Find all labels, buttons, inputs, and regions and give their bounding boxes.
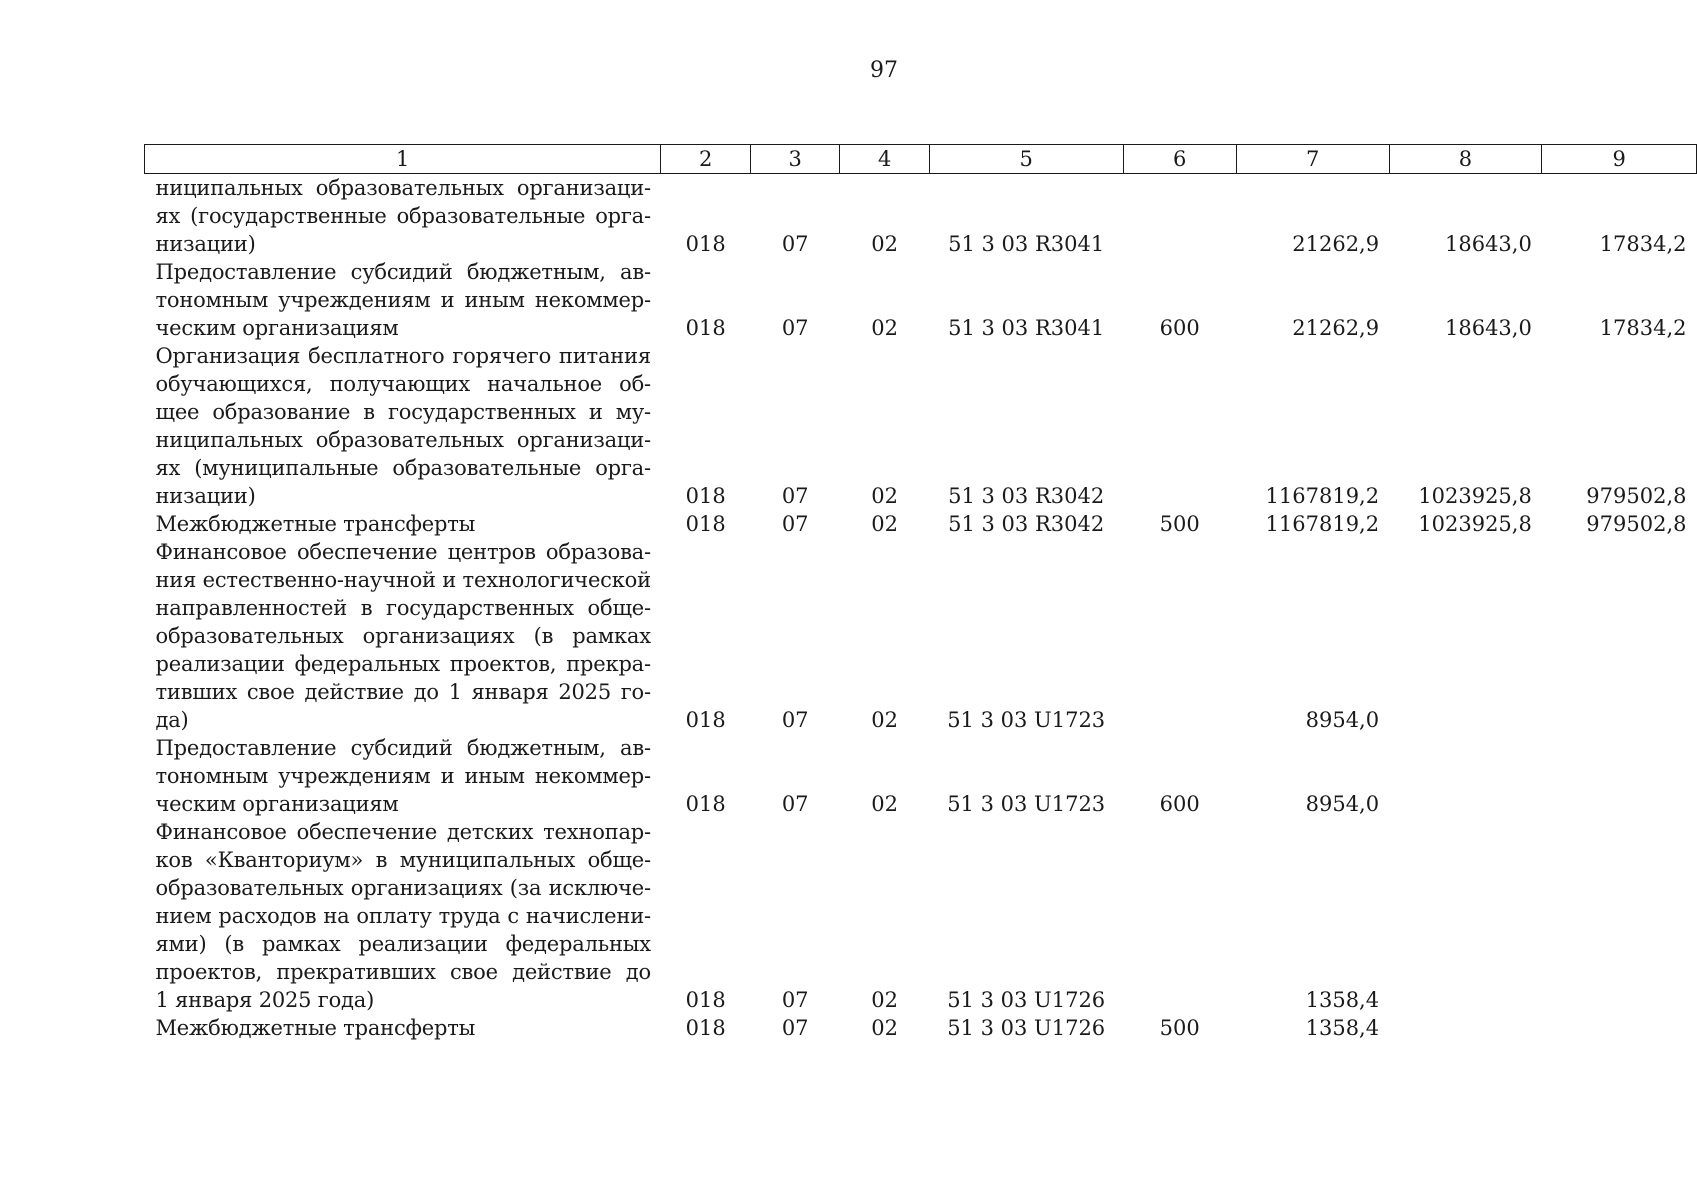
header-row <box>145 145 1697 174</box>
cell-amount-2026 <box>1389 538 1542 734</box>
description-line: ями) (в рамках реализации федеральных <box>155 932 651 956</box>
cell-target-article: 51 3 03 R3041 <box>948 232 1105 256</box>
description-line: ях (муниципальные образовательные орга- <box>155 456 651 480</box>
cell-section: 07 <box>781 512 809 536</box>
cell-amount-2027 <box>1542 734 1697 818</box>
cell-section: 07 <box>781 792 809 816</box>
description-line: тономным учреждениям и иным некоммер- <box>155 764 651 788</box>
header-col-1: 1 <box>145 145 661 174</box>
cell-amount-2026: 18643,0 <box>1444 232 1532 256</box>
cell-target-article: 51 3 03 U1726 <box>947 988 1106 1012</box>
header-col-8: 8 <box>1389 145 1542 174</box>
description-line: ческим организациям <box>155 792 399 816</box>
cell-ministry: 018 <box>685 232 726 256</box>
cell-subsection: 02 <box>871 988 898 1012</box>
cell-expense-type: 500 <box>1159 1016 1200 1040</box>
cell-subsection: 02 <box>871 512 898 536</box>
table-row <box>145 734 1697 818</box>
table-row <box>145 258 1697 342</box>
cell-expense-type: 600 <box>1159 792 1200 816</box>
cell-amount-2026: 18643,0 <box>1444 316 1532 340</box>
description-line: проектов, прекративших свое действие до <box>155 960 651 984</box>
cell-target-article: 51 3 03 U1726 <box>947 1016 1106 1040</box>
cell-description <box>145 734 661 818</box>
cell-target-article: 51 3 03 R3042 <box>948 484 1105 508</box>
cell-amount-2025: 8954,0 <box>1305 792 1380 816</box>
description-line: Предоставление субсидий бюджетным, ав- <box>155 260 651 284</box>
cell-description <box>145 538 661 734</box>
description-line: низации) <box>155 232 256 256</box>
cell-description <box>145 818 661 1014</box>
cell-description <box>145 174 661 259</box>
cell-section: 07 <box>781 484 809 508</box>
cell-expense-type: 600 <box>1159 316 1200 340</box>
cell-target-article: 51 3 03 U1723 <box>947 792 1106 816</box>
table-row <box>145 1014 1697 1042</box>
cell-ministry: 018 <box>685 316 726 340</box>
description-line: реализации федеральных проектов, прекра- <box>155 652 651 676</box>
cell-section: 07 <box>781 316 809 340</box>
cell-expense-type <box>1123 538 1236 734</box>
table-row <box>145 538 1697 734</box>
cell-section: 07 <box>781 988 809 1012</box>
description-line: низации) <box>155 484 256 508</box>
header-col-4: 4 <box>840 145 929 174</box>
description-line: Межбюджетные трансферты <box>155 512 476 536</box>
cell-target-article: 51 3 03 R3042 <box>948 512 1105 536</box>
cell-subsection: 02 <box>871 232 898 256</box>
cell-amount-2026 <box>1389 1014 1542 1042</box>
description-line: ческим организациям <box>155 316 399 340</box>
description-line: щее образование в государственных и му- <box>155 400 651 424</box>
cell-amount-2025: 21262,9 <box>1292 232 1380 256</box>
description-line: обучающихся, получающих начальное об- <box>155 372 651 396</box>
header-col-2: 2 <box>661 145 751 174</box>
header-col-7: 7 <box>1236 145 1389 174</box>
table-body <box>145 174 1697 1043</box>
cell-amount-2026: 1023925,8 <box>1418 512 1532 536</box>
description-line: тивших свое действие до 1 января 2025 го- <box>155 680 651 704</box>
cell-section: 07 <box>781 1016 809 1040</box>
description-line: нием расходов на оплату труда с начислени- <box>155 904 651 928</box>
description-line: тономным учреждениям и иным некоммер- <box>155 288 651 312</box>
cell-ministry: 018 <box>685 708 726 732</box>
cell-ministry: 018 <box>685 988 726 1012</box>
description-line: Организация бесплатного горячего питания <box>155 344 651 368</box>
cell-amount-2027: 17834,2 <box>1599 316 1687 340</box>
cell-section: 07 <box>781 708 809 732</box>
table-row <box>145 174 1697 259</box>
cell-expense-type: 500 <box>1159 512 1200 536</box>
header-col-5: 5 <box>929 145 1123 174</box>
cell-expense-type <box>1123 174 1236 259</box>
cell-amount-2025: 21262,9 <box>1292 316 1380 340</box>
cell-amount-2025: 8954,0 <box>1305 708 1380 732</box>
header-col-9: 9 <box>1542 145 1697 174</box>
cell-amount-2027 <box>1542 538 1697 734</box>
cell-target-article: 51 3 03 U1723 <box>947 708 1106 732</box>
description-line: да) <box>155 708 189 732</box>
cell-subsection: 02 <box>871 316 898 340</box>
header-col-3: 3 <box>750 145 839 174</box>
cell-amount-2025: 1167819,2 <box>1265 512 1380 536</box>
cell-subsection: 02 <box>871 484 898 508</box>
cell-amount-2025: 1358,4 <box>1305 1016 1380 1040</box>
description-line: Предоставление субсидий бюджетным, ав- <box>155 736 651 760</box>
cell-amount-2027: 17834,2 <box>1599 232 1687 256</box>
cell-target-article: 51 3 03 R3041 <box>948 316 1105 340</box>
description-line: образовательных организациях (в рамках <box>155 624 651 648</box>
cell-amount-2026 <box>1389 818 1542 1014</box>
cell-ministry: 018 <box>685 792 726 816</box>
cell-amount-2026: 1023925,8 <box>1418 484 1532 508</box>
description-line: 1 января 2025 года) <box>155 988 375 1012</box>
cell-expense-type <box>1123 342 1236 510</box>
cell-amount-2027 <box>1542 1014 1697 1042</box>
description-line: Финансовое обеспечение детских технопар- <box>155 820 651 844</box>
cell-description <box>145 1014 661 1042</box>
description-line: направленностей в государственных обще- <box>155 596 651 620</box>
description-line: ях (государственные образовательные орга- <box>155 204 651 228</box>
budget-table <box>144 144 1697 1042</box>
table-row <box>145 342 1697 510</box>
description-line: ниципальных образовательных организаци- <box>155 428 651 452</box>
description-line: ниципальных образовательных организаци- <box>155 176 651 200</box>
cell-subsection: 02 <box>871 708 898 732</box>
cell-amount-2025: 1358,4 <box>1305 988 1380 1012</box>
description-line: Финансовое обеспечение центров образова- <box>155 540 651 564</box>
table-row <box>145 510 1697 538</box>
cell-description <box>145 342 661 510</box>
cell-section: 07 <box>781 232 809 256</box>
cell-ministry: 018 <box>685 1016 726 1040</box>
description-line: ков «Кванториум» в муниципальных обще- <box>155 848 651 872</box>
description-line: образовательных организациях (за исключе- <box>155 876 651 900</box>
cell-amount-2026 <box>1389 734 1542 818</box>
cell-description <box>145 510 661 538</box>
cell-subsection: 02 <box>871 1016 898 1040</box>
description-line: Межбюджетные трансферты <box>155 1016 476 1040</box>
cell-ministry: 018 <box>685 484 726 508</box>
page-number: 97 <box>870 58 898 83</box>
cell-ministry: 018 <box>685 512 726 536</box>
cell-description <box>145 258 661 342</box>
cell-subsection: 02 <box>871 792 898 816</box>
cell-amount-2027: 979502,8 <box>1586 484 1687 508</box>
description-line: ния естественно-научной и технологической <box>155 568 651 592</box>
cell-amount-2027 <box>1542 818 1697 1014</box>
table-row <box>145 818 1697 1014</box>
header-col-6: 6 <box>1123 145 1236 174</box>
cell-expense-type <box>1123 818 1236 1014</box>
cell-amount-2027: 979502,8 <box>1586 512 1687 536</box>
table-header <box>145 145 1697 174</box>
cell-amount-2025: 1167819,2 <box>1265 484 1380 508</box>
